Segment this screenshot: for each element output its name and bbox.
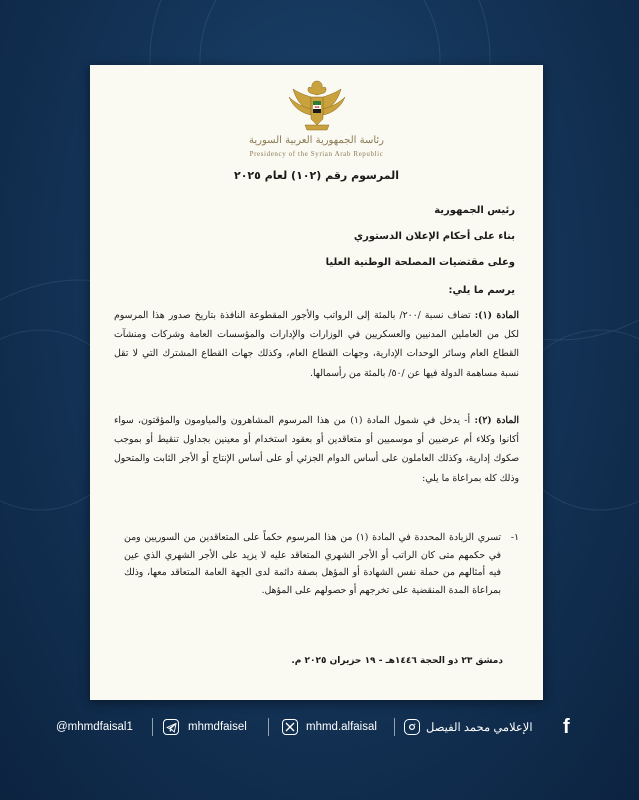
telegram-link[interactable] [163,717,179,737]
preamble-line-2: بناء على أحكام الإعلان الدستوري [353,231,515,242]
x-link[interactable]: mhmdfaisel [188,721,247,733]
footer-divider [268,718,269,736]
instagram-link[interactable]: mhmd.alfaisal [306,721,377,733]
article-1 [114,306,519,383]
article-2-label: المادة (٢): [474,415,519,426]
instagram-icon-wrap[interactable] [404,717,420,737]
x-icon-wrap[interactable] [282,717,298,737]
decree-title: المرسوم رقم (١٠٢) لعام ٢٠٢٥ [234,169,399,182]
article-2 [114,411,519,488]
article-1-text: تضاف نسبة /٢٠٠/ بالمئة إلى الرواتب والأجور المقطوعة النافذة بتاريخ صدور هذا المرسوم لكل من العاملين المدنيين والعسكريين في الوزارات والإدارات والمؤسسات العامة وشركات ومنشآت القطاع العام وسائر الوحدات الإدارية، وجهات القطاع العام، وكذلك جهات القطاع المشترك التي لا تقل نسبة مساهمة الدولة فيها عن /٥٠/ بالمئة من رأسمالها. [114,310,519,379]
facebook-page-link[interactable]: الإعلامي محمد الفيصل [426,722,533,734]
instagram-icon [404,719,420,735]
decrees-line: يرسم ما يلي: [448,285,515,296]
preamble-line-3: وعلى مقتضيات المصلحة الوطنية العليا [325,257,515,268]
item-1-text: تسري الزيادة المحددة في المادة (١) من هذا المرسوم حكماً على المتعاقدين من السوريين ومن في حكمهم متى كان الراتب أو الأجر الشهري المتعاقد عليه لا يزيد على الأجر الشهري الذي عين فيه أمثالهم من حملة نفس الشهادة أو المؤهل بصفة دائمة لدى الجهة العامة المتعاقد معها، وذلك بمراعاة المدة المنقضية على تخرجهم أو حصولهم على المؤهل. [124,532,501,596]
telegram-icon [163,719,179,735]
organization-name-english: Presidency of the Syrian Arab Republic [249,150,384,158]
footer-divider [152,718,153,736]
social-footer [0,705,639,745]
x-icon [282,719,298,735]
facebook-icon-wrap[interactable] [563,717,570,737]
telegram-handle[interactable]: @mhmdfaisal1 [56,721,133,733]
decree-document [90,65,543,700]
facebook-icon: f [563,715,570,738]
dateline: دمشق ٢٣ ذو الحجة ١٤٤٦هـ - ١٩ حزيران ٢٠٢٥ م. [291,656,503,666]
syrian-eagle-emblem [285,75,349,135]
article-1-label: المادة (١): [474,310,519,321]
footer-divider [394,718,395,736]
article-2-text: أ- يدخل في شمول المادة (١) من هذا المرسوم المشاهرون والمياومون والمؤقتون، سواء أكانوا وكلاء أم عرضيين أو موسميين أو متعاقدين أو بعقود استخدام أو معينين بجداول تنقيط أو بموجب صكوك إدارية، وكذلك العاملون على أساس الدوام الجزئي أو على أساس الإنتاج أو الأجر الثابت والمتحول وذلك كله بمراعاة ما يلي: [114,415,519,484]
article-2-item-1 [124,529,519,599]
preamble-line-1: رئيس الجمهورية [434,205,515,216]
item-1-number: ١- [510,532,519,543]
organization-name-arabic: رئاسة الجمهورية العربية السورية [249,135,384,146]
